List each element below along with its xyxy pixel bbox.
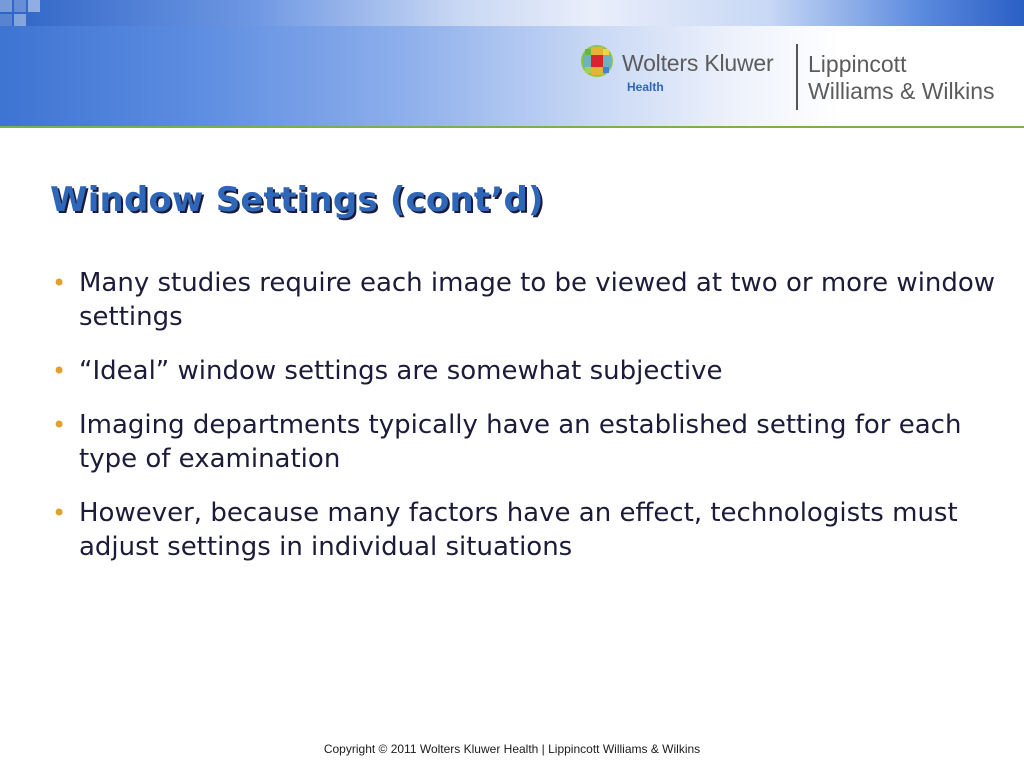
footer-copyright: Copyright © 2011 Wolters Kluwer Health | Lippincott Williams & Wilkins	[323, 742, 701, 756]
bullet-item	[50, 408, 1000, 476]
header-decorative-squares	[0, 0, 60, 26]
header-top-strip	[0, 0, 1024, 26]
bullet-item	[50, 496, 1000, 564]
slide-title: Window Settings (cont’d)	[50, 180, 544, 220]
logo-brand-text: Wolters Kluwer	[622, 50, 774, 76]
bullet-dot-icon: •	[52, 411, 67, 439]
bullet-item	[50, 266, 1000, 334]
bullet-dot-icon: •	[52, 269, 67, 297]
bullet-text: Many studies require each image to be viewed at two or more window settings	[79, 268, 996, 332]
bullet-dot-icon: •	[52, 357, 67, 385]
bullet-item	[50, 354, 1000, 388]
logo-partner-line-2: Williams & Wilkins	[808, 78, 995, 104]
bullet-text: However, because many factors have an effect, technologists must adjust settings in individual situations	[79, 498, 958, 562]
header-rule	[0, 126, 1024, 128]
bullet-text: Imaging departments typically have an established setting for each type of examination	[79, 410, 962, 474]
logo-partner-line-1: Lippincott	[808, 51, 907, 77]
bullet-list	[50, 266, 1000, 584]
wolters-kluwer-logo-icon	[580, 44, 614, 78]
bullet-text: “Ideal” window settings are somewhat subjective	[79, 356, 723, 386]
bullet-dot-icon: •	[52, 499, 67, 527]
logo-subbrand-text: Health	[627, 80, 664, 94]
logo-divider	[796, 44, 798, 110]
